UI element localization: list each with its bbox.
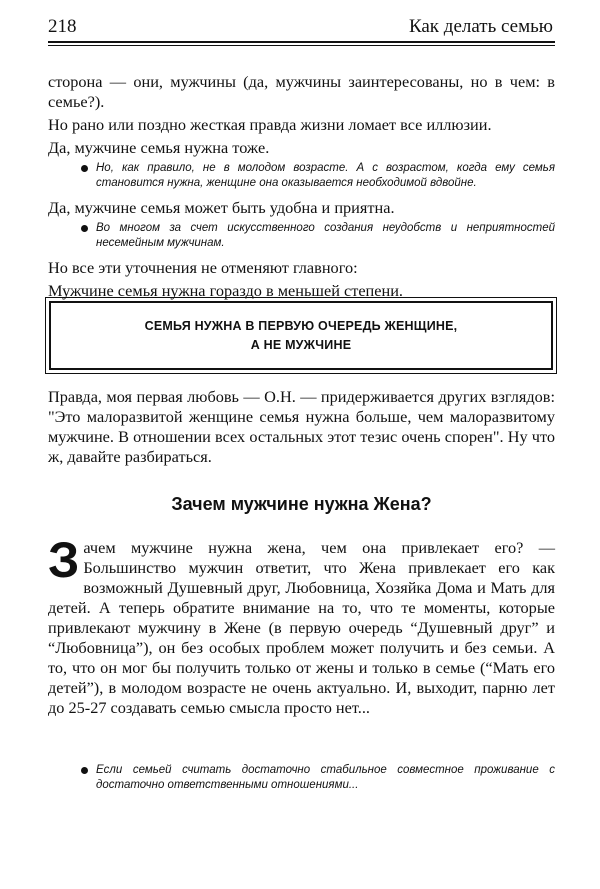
paragraph: Да, мужчине семья может быть удобна и приятна.: [48, 198, 395, 217]
page-number: 218: [48, 16, 77, 37]
callout-box: [45, 297, 557, 374]
section-heading: Зачем мужчине нужна Жена?: [171, 494, 432, 514]
paragraph: Но все эти уточнения не отменяют главного:: [48, 258, 358, 277]
paragraph: Мужчине семья нужна гораздо в меньшей степени.: [48, 281, 403, 300]
paragraph: Но рано или поздно жесткая правда жизни ломает все иллюзии.: [48, 115, 492, 134]
book-page: [48, 14, 555, 791]
bullet-note-text: Во многом за счет искусственного создания неудобств и неприятностей несемейным мужчинам.: [96, 222, 555, 249]
bullet-note: [48, 161, 555, 191]
running-title: Как делать семью: [408, 16, 553, 37]
callout-line: СЕМЬЯ НУЖНА В ПЕРВУЮ ОЧЕРЕДЬ ЖЕНЩИНЕ,: [144, 318, 458, 333]
bullet-icon: [81, 225, 88, 232]
bullet-icon: [81, 165, 88, 172]
bullet-note-text: Но, как правило, не в молодом возрасте. А с возрастом, когда ему семья становится нужна, женщине она оказывается необходимой вдвойне.: [96, 162, 555, 189]
paragraph-text: ачем мужчине нужна жена, чем она привлекает его? — Большинство мужчин ответит, что Жена привлекает его как возможный Душевный друг, Любовница, Хозяйка Дома и Мать для детей. А теперь обратите внимание на то, что те моменты, которые привлекают мужчину в Жене (в первую очередь “Душевный друг” и “Любовница”), он без особых проблем может получить и без семьи. А то, что он мог бы получить только от жены и только в семье (“Мать его детей”), в молодом возрасте не очень актуально. И, выходит, парню лет до 25-27 создавать семью смысла просто нет...: [48, 538, 555, 717]
callout-inner-frame: [49, 301, 553, 370]
page-header: [48, 14, 555, 40]
bullet-note: [48, 221, 555, 251]
header-rule: [48, 41, 555, 43]
bullet-icon: [81, 767, 88, 774]
paragraph: сторона — они, мужчины (да, мужчины заинтересованы, но в чем: в семье?).: [48, 72, 555, 111]
paragraph: Правда, моя первая любовь — О.Н. — придерживается других взглядов: "Это малоразвитой женщине семья нужна больше, чем малоразвитому мужчине. В отношении всех остальных этот тезис очень спорен". Ну что ж, давайте разбираться.: [48, 387, 555, 466]
paragraph: Да, мужчине семья нужна тоже.: [48, 138, 270, 157]
footnote-block: [48, 763, 555, 800]
header-rule-thin: [48, 45, 555, 46]
quote-paragraph-block: [48, 387, 555, 467]
callout-line: А НЕ МУЖЧИНЕ: [250, 337, 352, 352]
section-paragraph-block: [48, 532, 555, 718]
top-text-block: [48, 72, 555, 304]
bullet-note: [48, 763, 555, 793]
paragraph: [48, 532, 555, 718]
drop-cap: З: [48, 532, 80, 588]
bullet-note-text: Если семьей считать достаточно стабильное совместное проживание с достаточно ответственными отношениями...: [96, 764, 555, 791]
